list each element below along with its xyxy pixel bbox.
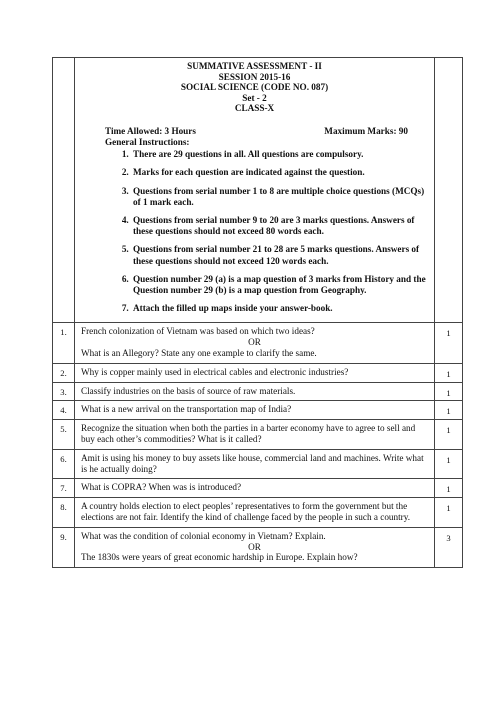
question-marks: 1 [435, 323, 463, 363]
maximum-marks: Maximum Marks: 90 [324, 125, 408, 136]
question-text [75, 498, 435, 528]
instruction-item: 6. Question number 29 (a) is a map question of 3 marks from History and the Question number 29 (b) is a map question from Geography. [131, 274, 428, 296]
exam-title: SUMMATIVE ASSESSMENT - II [187, 61, 322, 71]
question-marks: 1 [435, 479, 463, 498]
question-row-6 [53, 449, 463, 479]
exam-set: Set - 2 [242, 92, 267, 103]
question-line: Amit is using his money to buy assets like house, commercial land and machines. Write what is he actually doing? [81, 452, 424, 474]
question-text [75, 401, 435, 420]
question-text [75, 449, 435, 479]
header-row [53, 58, 463, 323]
question-text [75, 382, 435, 401]
exam-subject: SOCIAL SCIENCE (CODE NO. 087) [180, 82, 329, 93]
question-row-9 [53, 527, 463, 567]
question-line: What is COPRA? When was is introduced? [81, 482, 242, 493]
question-number: 6. [53, 449, 75, 479]
alternative-question: The 1830s were years of great economic hardship in Europe. Explain how? [81, 552, 358, 563]
question-line: A country holds election to elect peoples’ representatives to form the government but the elections are not fair. Identify the kind of challenge faced by the people in such a country. [81, 501, 411, 522]
instruction-item: 4. Questions from serial number 9 to 20 are 3 marks questions. Answers of these questions should not exceed 80 words each. [131, 215, 428, 237]
header-num-cell [53, 58, 75, 323]
question-line: Classify industries on the basis of source of raw materials. [81, 385, 296, 396]
question-number: 3. [53, 382, 75, 401]
question-line: French colonization of Vietnam was based on which two ideas? [81, 326, 315, 337]
question-line: Why is copper mainly used in electrical cables and electronic industries? [81, 366, 349, 377]
instruction-item: 3. Questions from serial number 1 to 8 are multiple choice questions (MCQs) of 1 mark each. [131, 186, 428, 208]
question-number: 9. [53, 527, 75, 567]
time-allowed: Time Allowed: 3 Hours [105, 125, 196, 136]
question-row-8 [53, 498, 463, 528]
exam-session: SESSION 2015-16 [218, 71, 291, 82]
question-number: 8. [53, 498, 75, 528]
question-text [75, 323, 435, 363]
question-line: What is a new arrival on the transportation map of India? [81, 404, 292, 415]
question-marks: 1 [435, 363, 463, 382]
question-marks: 1 [435, 420, 463, 450]
question-number: 2. [53, 363, 75, 382]
header-cell [75, 58, 435, 323]
question-row-4 [53, 401, 463, 420]
question-number: 7. [53, 479, 75, 498]
question-text [75, 527, 435, 567]
question-row-5 [53, 420, 463, 450]
question-number: 1. [53, 323, 75, 363]
question-marks: 1 [435, 382, 463, 401]
header-marks-cell [435, 58, 463, 323]
question-marks: 1 [435, 449, 463, 479]
general-instructions-title: General Instructions: [105, 136, 190, 147]
question-line: What was the condition of colonial economy in Vietnam? Explain. [81, 530, 326, 541]
or-separator: OR [248, 541, 261, 552]
alternative-question: What is an Allegory? State any one example to clarify the same. [81, 347, 317, 358]
question-text [75, 479, 435, 498]
question-marks: 1 [435, 401, 463, 420]
or-separator: OR [248, 337, 261, 348]
question-marks: 3 [435, 527, 463, 567]
question-number: 5. [53, 420, 75, 450]
question-row-1 [53, 323, 463, 363]
exam-class: CLASS-X [234, 103, 275, 114]
instruction-item: 7. Attach the filled up maps inside your answer-book. [131, 303, 428, 314]
question-row-2 [53, 363, 463, 382]
question-text [75, 420, 435, 450]
instructions-list [81, 149, 428, 314]
instruction-item: 5. Questions from serial number 21 to 28 are 5 marks questions. Answers of these questions should not exceed 120 words each. [131, 244, 428, 266]
instruction-item: 1. There are 29 questions in all. All questions are compulsory. [131, 149, 428, 160]
question-row-7 [53, 479, 463, 498]
question-table [52, 57, 463, 568]
time-marks-row [81, 126, 428, 137]
question-number: 4. [53, 401, 75, 420]
question-text [75, 363, 435, 382]
question-row-3 [53, 382, 463, 401]
question-line: Recognize the situation when both the parties in a barter economy have to agree to sell and buy each other’s commodities? What is it called? [81, 423, 416, 444]
question-marks: 1 [435, 498, 463, 528]
instruction-item: 2. Marks for each question are indicated against the question. [131, 167, 428, 178]
